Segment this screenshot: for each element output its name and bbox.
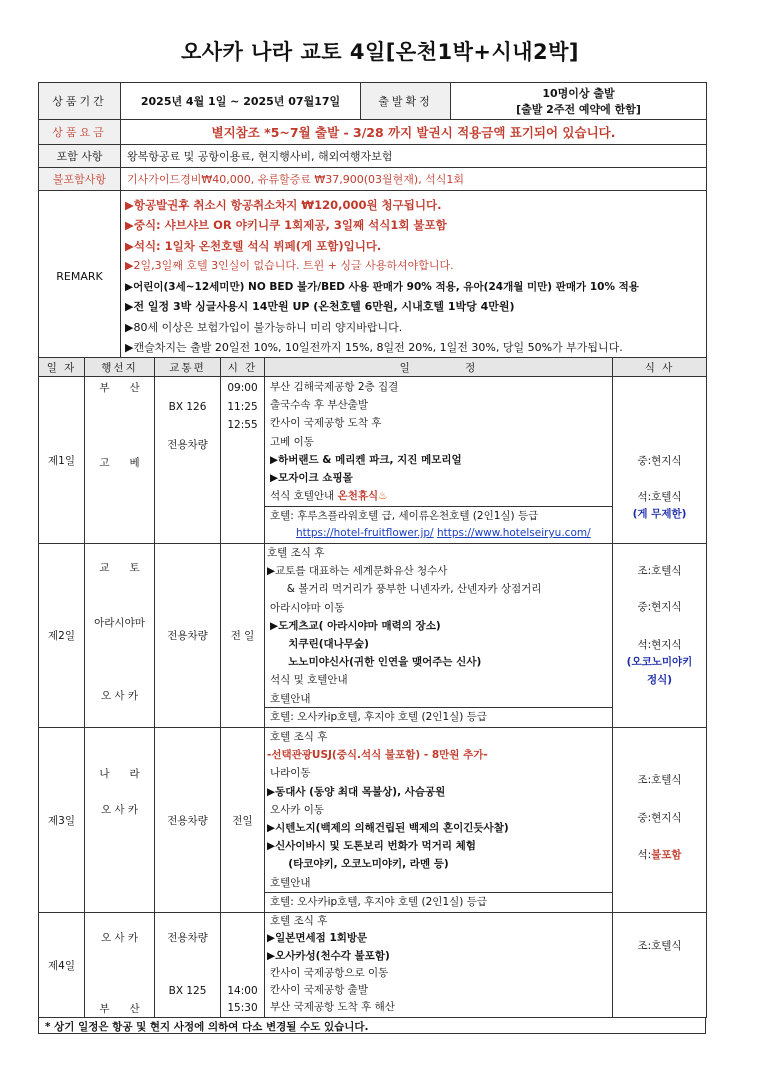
day2-meal4: (오코노미야키 <box>626 656 693 668</box>
day3-dest2: 오 사 카 <box>100 804 139 816</box>
day1-destination <box>85 377 155 544</box>
header-destination: 행선지 <box>85 358 155 377</box>
day1-flight: BX 126 <box>168 401 207 413</box>
day1-label: 제1일 <box>39 377 85 544</box>
plan-line: 오사카 이동 <box>270 803 325 816</box>
day2-meal5: 정식) <box>646 674 673 686</box>
plan-line: 부산 국제공항 도착 후 해산 <box>270 1001 395 1014</box>
plan-line: ▶오사카성(천수각 불포함) <box>267 949 390 962</box>
day1-meal <box>613 377 707 544</box>
day3-meal1: 조:호텔식 <box>637 774 682 786</box>
hot-spring-icon: ♨ <box>378 490 388 503</box>
day1-transport <box>155 377 221 544</box>
plan-line: -선택관광USJ(중식.석식 불포함) - 8만원 추가- <box>267 749 488 762</box>
remark-item: ▶80세 이상은 보험가입이 불가능하니 미리 양지바랍니다. <box>125 320 403 334</box>
day2-meal3: 석:현지식 <box>637 639 682 651</box>
onsen-text: 온천휴식 <box>337 490 379 503</box>
day4-transport <box>155 913 221 1018</box>
day3-plan <box>265 728 613 913</box>
remark-list <box>121 191 707 363</box>
product-info-table <box>38 82 707 363</box>
remark-item: ▶2일,3일째 호텔 3인실이 없습니다. 트윈 + 싱글 사용하셔야합니다. <box>125 259 454 272</box>
remark-item: ▶캔슬차지는 출발 20일전 10%, 10일전까지 15%, 8일전 20%, 1일전 30%, 당일 50%가 부가됩니다. <box>125 341 623 354</box>
day3-destination <box>85 728 155 913</box>
day1-plan <box>265 377 613 544</box>
day4-row <box>39 913 707 1018</box>
plan-line: 석식 및 호텔안내 <box>270 674 348 687</box>
day3-meal2: 중:현지식 <box>637 812 682 824</box>
day4-label: 제4일 <box>39 913 85 1018</box>
header-plan: 일 정 <box>265 358 613 377</box>
plan-line: 나라이동 <box>270 767 311 780</box>
remark-item: ▶어린이(3세~12세미만) NO BED 불가/BED 사용 판매가 90% 적용, 유아(24개월 미만) 판매가 10% 적용 <box>125 280 639 293</box>
include-row <box>39 145 707 168</box>
day1-meal3: (게 무제한) <box>632 508 687 520</box>
plan-line: 출국수속 후 부산출발 <box>270 399 368 412</box>
remark-item: ▶중식: 샤브샤브 OR 야키니쿠 1회제공, 3일째 석식1회 불포함 <box>125 218 447 232</box>
plan-line: 칸사이 국제공항으로 이동 <box>270 966 389 979</box>
day2-dest1: 교 토 <box>99 562 140 574</box>
hotel-link-fruitflower[interactable]: https://hotel-fruitflower.jp/ <box>296 527 434 540</box>
day1-row <box>39 377 707 544</box>
day3-time: 전일 <box>221 728 265 913</box>
day4-flight: BX 125 <box>168 985 207 997</box>
day3-meal3: 석:불포함 <box>637 849 682 861</box>
remark-row <box>39 191 707 363</box>
plan-line: 노노미야신사(귀한 인연을 맺어주는 신사) <box>270 656 482 669</box>
header-meal: 식 사 <box>613 358 707 377</box>
day1-time1: 09:00 <box>227 382 258 394</box>
plan-line: 호텔 조식 후 <box>270 731 328 743</box>
remark-item: ▶석식: 1일차 온천호텔 석식 뷔페(게 포함)입니다. <box>125 238 382 253</box>
day4-meal <box>613 913 707 1018</box>
day2-meal <box>613 544 707 728</box>
day2-transport: 전용차량 <box>155 544 221 728</box>
day2-label: 제2일 <box>39 544 85 728</box>
hotel-link-seiryu[interactable]: https://www.hotelseiryu.com/ <box>436 527 591 540</box>
schedule-table <box>38 357 707 1018</box>
day1-dest1: 부 산 <box>99 382 140 394</box>
day4-time2: 15:30 <box>227 1002 258 1014</box>
plan-line: 호텔 조식 후 <box>267 547 325 559</box>
footer-note: * 상기 일정은 항공 및 현지 사정에 의하여 다소 변경될 수도 있습니다. <box>38 1017 706 1034</box>
day1-bus: 전용차량 <box>167 439 208 451</box>
plan-line: 부산 김해국제공항 2층 집결 <box>270 381 399 393</box>
day4-plan <box>265 913 613 1018</box>
period-label: 상품기간 <box>39 83 121 120</box>
day2-dest3: 오 사 카 <box>100 690 139 702</box>
day3-dest1: 나 라 <box>99 768 140 780</box>
plan-line: ▶하버랜드 & 메리켄 파크, 지진 메모리얼 <box>270 453 462 466</box>
day3-meal <box>613 728 707 913</box>
plan-line: (타코야키, 오코노미야키, 라멘 등) <box>270 858 449 871</box>
day4-dest2: 부 산 <box>99 1003 140 1015</box>
plan-line: ▶시텐노지(백제의 의해건립된 백제의 혼이긴듯사찰) <box>267 822 509 835</box>
header-transport: 교통편 <box>155 358 221 377</box>
plan-line: 고베 이동 <box>270 435 314 448</box>
day3-label: 제3일 <box>39 728 85 913</box>
day1-time3: 12:55 <box>227 419 258 431</box>
departure-label: 출발확정 <box>361 83 451 120</box>
remark-item: ▶전 일정 3박 싱글사용시 14만원 UP (온천호텔 6만원, 시내호텔 1박당 4만원) <box>125 300 515 313</box>
day4-time <box>221 913 265 1018</box>
plan-line: 치쿠린(대나무숲) <box>270 638 369 651</box>
plan-line: 석식 호텔안내 온천휴식♨ <box>270 490 388 503</box>
plan-line: ▶일본면세점 1회방문 <box>267 932 368 945</box>
plan-line: & 볼거리 먹거리가 풍부한 니넨자카, 산넨자카 상점거리 <box>270 583 542 596</box>
day2-meal1: 조:호텔식 <box>637 565 682 577</box>
departure-line2: [출발 2주전 예약에 한함] <box>516 103 641 116</box>
plan-line: 호텔안내 <box>270 692 311 705</box>
plan-line: 호텔 조식 후 <box>270 915 328 927</box>
day2-dest2: 아라시야마 <box>94 617 145 629</box>
plan-line: 아라시야마 이동 <box>270 601 345 614</box>
plan-line: 호텔안내 <box>270 876 311 889</box>
price-label: 상품요금 <box>39 120 121 145</box>
exclude-row <box>39 168 707 191</box>
day2-hotel: 호텔: 오사카ip호텔, 후지야 호텔 (2인1실) 등급 <box>265 707 612 727</box>
header-time: 시 간 <box>221 358 265 377</box>
departure-line1: 10명이상 출발 <box>542 87 615 100</box>
day3-hotel: 호텔: 오사카ip호텔, 후지야 호텔 (2인1실) 등급 <box>265 892 612 912</box>
day1-meal1: 중:현지식 <box>637 455 682 467</box>
day3-row <box>39 728 707 913</box>
remark-label: REMARK <box>39 191 121 363</box>
day2-meal2: 중:현지식 <box>637 601 682 613</box>
day2-plan <box>265 544 613 728</box>
include-value: 왕복항공료 및 공항이용료, 현지행사비, 해외여행자보험 <box>121 145 707 168</box>
departure-value <box>451 83 707 120</box>
day1-meal2: 석:호텔식 <box>637 491 682 503</box>
day1-time2: 11:25 <box>227 401 258 413</box>
plan-line: ▶신사이바시 및 도톤보리 번화가 먹거리 체험 <box>267 840 476 853</box>
day2-time: 전 일 <box>221 544 265 728</box>
day1-hotel: 호텔: 후루츠플라워호텔 급, 세이류온천호텔 (2인1실) 등급 https://hotel-fruitflower.jp/ https://www.hotelseiryu.com/ <box>265 506 612 542</box>
plan-line: ▶교토를 대표하는 세계문화유산 청수사 <box>267 565 448 578</box>
remark-item: ▶항공발권후 취소시 항공취소차지 ₩120,000원 청구됩니다. <box>125 197 442 212</box>
period-row <box>39 83 707 120</box>
period-value: 2025년 4월 1일 ~ 2025년 07월17일 <box>121 83 361 120</box>
day2-destination <box>85 544 155 728</box>
day1-dest2: 고 베 <box>99 457 140 469</box>
plan-line: ▶모자이크 쇼핑몰 <box>270 472 353 485</box>
day4-meal1: 조:호텔식 <box>637 940 682 952</box>
include-label: 포함 사항 <box>39 145 121 168</box>
day4-time1: 14:00 <box>227 985 258 997</box>
day4-bus: 전용차량 <box>167 932 208 944</box>
exclude-value: 기사가이드경비₩40,000, 유류할증료 ₩37,900(03월현재), 석식1회 <box>121 168 707 191</box>
day1-time <box>221 377 265 544</box>
plan-line: 칸사이 국제공항 출발 <box>270 984 368 997</box>
day3-meal3-excluded: 불포함 <box>651 849 682 861</box>
plan-line: ▶동대사 (동양 최대 목불상), 사슴공원 <box>267 785 446 798</box>
plan-line: ▶도게츠교( 아라시야마 매력의 장소) <box>270 619 441 632</box>
header-day: 일 자 <box>39 358 85 377</box>
day4-destination <box>85 913 155 1018</box>
price-value: 별지참조 *5~7월 출발 - 3/28 까지 발권시 적용금액 표기되어 있습니다. <box>121 120 707 145</box>
price-row <box>39 120 707 145</box>
plan-line: 칸사이 국제공항 도착 후 <box>270 417 382 430</box>
day4-dest1: 오 사 카 <box>100 932 139 944</box>
day3-transport: 전용차량 <box>155 728 221 913</box>
exclude-label: 불포함사항 <box>39 168 121 191</box>
day2-row <box>39 544 707 728</box>
schedule-header-row <box>39 358 707 377</box>
page-title: 오사카 나라 교토 4일[온천1박+시내2박] <box>180 40 580 64</box>
